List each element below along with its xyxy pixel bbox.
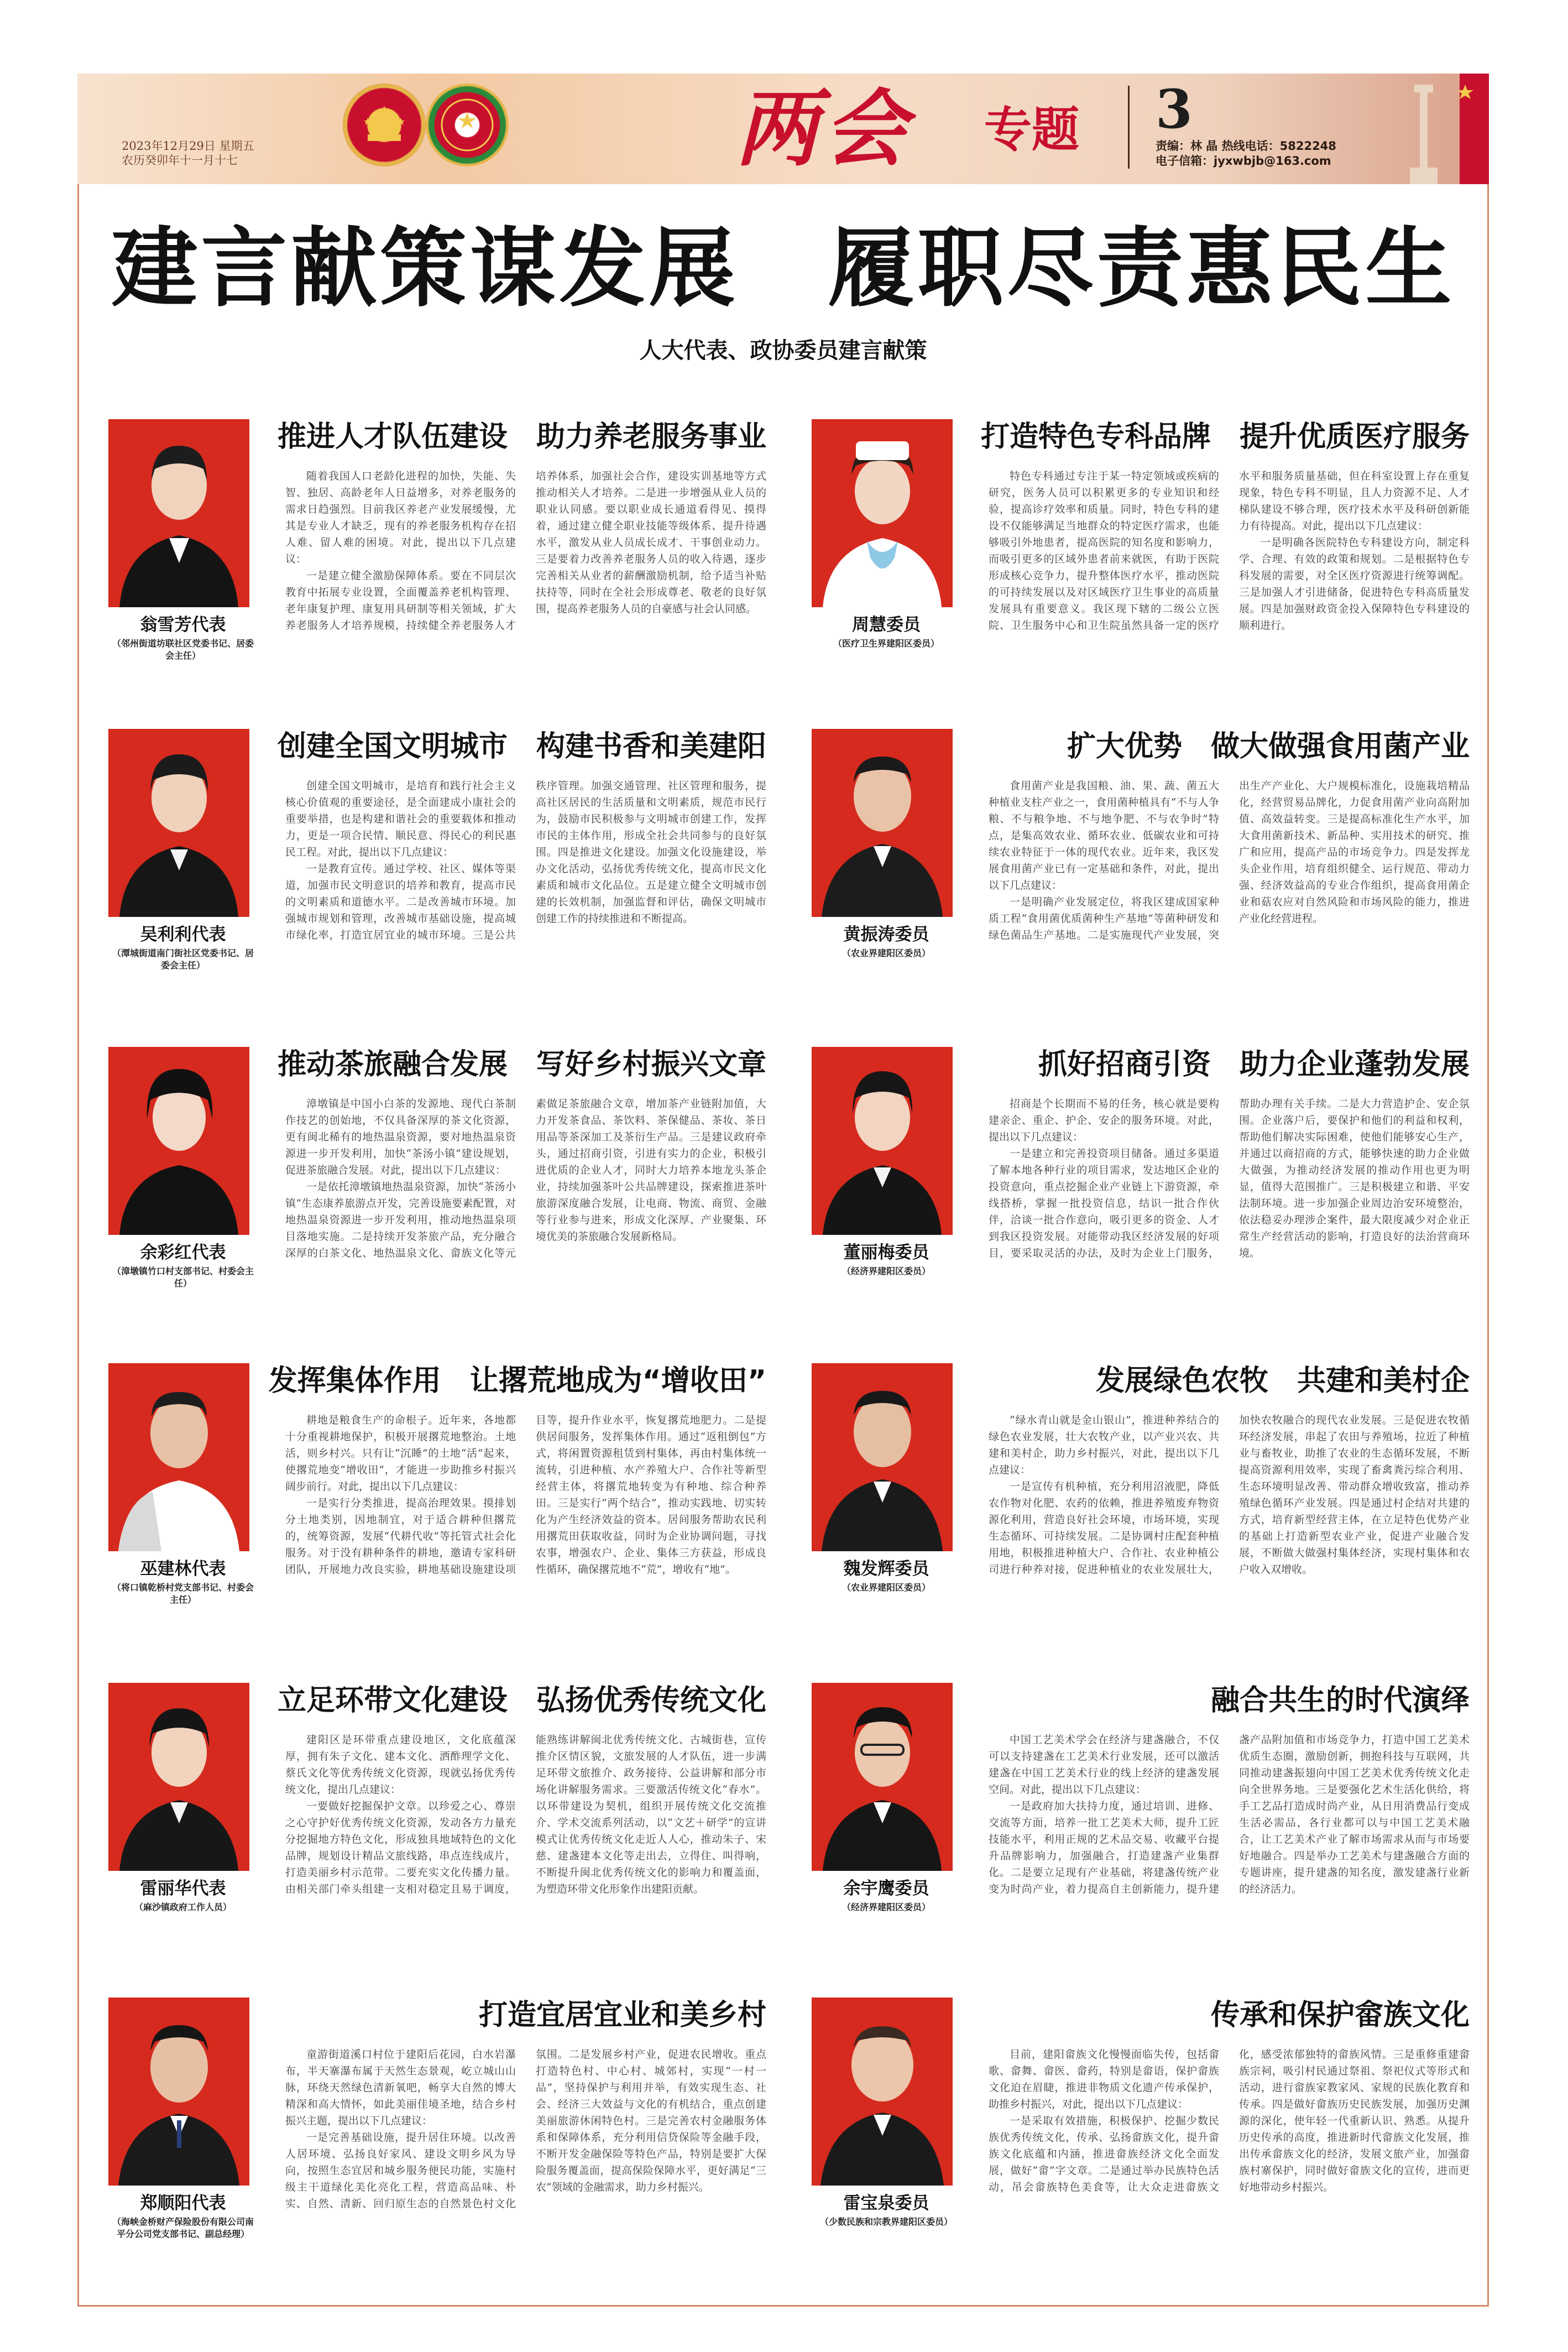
article-craft-integration — [812, 1683, 1470, 1981]
article-title: 融合共生的时代演绎 — [1210, 1684, 1470, 1717]
masthead-divider — [1128, 86, 1130, 169]
portrait-photo — [812, 1683, 953, 1871]
deputy-role: （潭城街道南门街社区党委书记、居委会主任） — [112, 948, 254, 971]
member-role: （医疗卫生界建阳区委员） — [833, 638, 939, 649]
article-paragraph: 一是教育宣传。通过学校、社区、媒体等渠道，加强市民文明意识的培养和教育，提高市民的文明素质和道德水平。二是改善城市环境。加强城市规划和管理，改善城市基础设施，提高城市绿化率，打造宜居宜业的城市环境。三是公共秩序管理。加强交通管理、社区管理和服务，提高社区居民的生活质量和文明素质，规范市民行为，鼓励市民积极参与文明城市创建工作，发挥市民的主体作用，形成全社会共同参与的良好氛围。四是推进文化建设。加强文化设施建设，举办文化活动，弘扬优秀传统文化，提高市民文化素质和城市文化品位。五是建立健全文明城市创建的长效机制，加强监督和评估，确保文明城市创建工作的持续推进和不断提高。 — [285, 780, 766, 941]
deputy-name: 吴利利代表 — [140, 925, 226, 945]
issue-date-line1: 2023年12月29日 星期五 — [122, 139, 254, 153]
article-body — [285, 2046, 766, 2267]
portrait-photo — [108, 1683, 249, 1871]
article-paragraph: 漳墩镇是中国小白茶的发源地、现代白茶制作技艺的创始地，不仅具备深厚的茶文化资源，更有闽北稀有的地热温泉资源，要对地热温泉资源进一步开发利用，加快“茶汤小镇”建设规划，促进茶旅融合发展。对此，提出以下几点建议： — [285, 1098, 516, 1176]
article-paragraph: 童游街道溪口村位于建阳后花园，白水岩瀑布，半天寨瀑布属于天然生态景观，屹立城山山脉，环绕天然绿色清新氧吧，畅享大自然的博大精深和高大情怀，如此美丽佳境圣地，结合乡村振兴主题，提出以下几点建议： — [285, 2048, 516, 2127]
portrait-photo — [108, 1363, 249, 1551]
deputy-role: （邻州街道坊联社区党委书记、居委会主任） — [112, 638, 254, 661]
article-traditional-culture — [108, 1683, 766, 1981]
article-title: 创建全国文明城市 构建书香和美建阳 — [277, 730, 766, 763]
email-line: 电子信箱：jyxwbjb@163.com — [1156, 154, 1331, 168]
article-body — [989, 468, 1470, 689]
portrait-photo — [812, 729, 953, 917]
article-body — [285, 468, 766, 689]
member-name: 周慧委员 — [852, 615, 921, 635]
page-number: 3 — [1156, 78, 1193, 140]
portrait-photo — [812, 1998, 953, 2186]
article-talent-elderly-care — [108, 419, 766, 718]
article-paragraph: 一是完善基础设施，提升居住环境。以改善人居环境、弘扬良好家风、建设文明乡风为导向，按照生态宜居和城乡服务便民功能，实施村级主干道绿化美化亮化工程，营造高品味、朴实、自然、清新、回归原生态的自然景色村文化氛围。二是发展乡村产业，促进农民增收。重点打造特色村、中心村、城郊村，实现“一村一品”，坚持保护与利用并举，有效实现生态、社会、经济三大效益与文化的有机结合，重点创建美丽旅游休闲特色村。三是完善农村金融服务体系和保障体系，充分利用信贷保险等金融手段，不断开发金融保险等特色产品，特别是要扩大保险服务覆盖面，提高保险保障水平，更好满足“三农”领域的金融需求，助力乡村振兴。 — [285, 2048, 766, 2210]
deputy-name: 雷丽华代表 — [140, 1879, 226, 1899]
article-body — [285, 1096, 766, 1317]
deputy-name: 巫建林代表 — [140, 1559, 226, 1579]
article-paragraph: 随着我国人口老龄化进程的加快，失能、失智、独居、高龄老年人日益增多，对养老服务的需求日趋强烈。目前我区养老产业发展缓慢，尤其是专业人才缺乏，现有的养老服务机构存在招人难、留人难的困境。对此，提出以下几点建议： — [285, 470, 516, 565]
right-rule — [1487, 184, 1489, 2307]
deputy-name: 余彩红代表 — [140, 1243, 226, 1263]
member-name: 雷宝泉委员 — [843, 2193, 929, 2213]
red-flags-icon — [1460, 74, 1489, 184]
article-paragraph: 一是明确产业发展定位，将我区建成国家种质工程“食用菌优质菌种生产基地”等菌种研发和绿色菌品生产基地。二是实施现代产业发展，突出生产产业化、大户规模标准化，设施栽培精品化，经营贸易品牌化，力促食用菌产业向高附加值、高效益转变。三是提高标准化生产水平，加大食用菌新技术、新品种、实用技术的研究、推广和应用，提高产品的市场竞争力。四是发挥龙头企业作用，培育组织健全、运行规范、带动力强、经济效益高的专业合作组织，提高食用菌企业和菇农应对自然风险和市场风险的能力，推进产业化经营进程。 — [989, 780, 1470, 941]
article-paragraph: 招商是个长期而不易的任务，核心就是要构建亲企、重企、护企、安企的服务环境。对此，提出以下几点建议： — [989, 1098, 1219, 1143]
article-body — [989, 1412, 1470, 1633]
portrait-photo — [812, 1047, 953, 1235]
article-paragraph: 创建全国文明城市，是培育和践行社会主义核心价值观的重要途径，是全面建成小康社会的重要举措，也是构建和谐社会的重要载体和推动力，更是一项合民情、顺民意、得民心的利民惠民工程。对此，提出以下几点建议： — [285, 780, 516, 858]
member-role: （少数民族和宗教界建阳区委员） — [819, 2217, 953, 2227]
article-paragraph: 目前，建阳畲族文化慢慢面临失传，包括畲歌、畲舞、畲医、畲药，特别是畲语，保护畲族文化迫在眉睫，推进非物质文化遗产传承保护，助推乡村振兴，对此，提出以下几点建议： — [989, 2048, 1219, 2110]
article-paragraph: 特色专科通过专注于某一特定领域或疾病的研究，医务人员可以积累更多的专业知识和经验，提高诊疗效率和质量。同时，特色专科的建设不仅能够满足当地群众的特定医疗需求，也能够吸引外地患者，提高医院的知名度和影响力，而吸引更多的区域外患者前来就医，有助于医院形成核心竞争力，提升整体医疗水平，推动医院的可持续发展以及对区域医疗卫生事业的高质量发展具有重要意义。我区现下辖的二级公立医院、卫生服务中心和卫生院虽然具备一定的医疗水平和服务质量基础，但在科室设置上存在重复现象，特色专科不明显，且人力资源不足、人才梯队建设不够合理，医疗技术水平及科研创新能力有待提高。对此，提出以下几点建议： — [989, 470, 1470, 632]
member-role: （经济界建阳区委员） — [842, 1266, 931, 1276]
article-edible-fungi — [812, 729, 1470, 1028]
left-rule — [77, 184, 79, 2307]
article-title: 抓好招商引资 助力企业蓬勃发展 — [1038, 1048, 1470, 1081]
deputy-name: 翁雪芳代表 — [140, 615, 226, 635]
member-name: 董丽梅委员 — [843, 1243, 929, 1263]
article-title: 发展绿色农牧 共建和美村企 — [1095, 1364, 1470, 1397]
member-role: （经济界建阳区委员） — [842, 1902, 931, 1912]
article-paragraph: 一是采取有效措施，积极保护、挖掘少数民族优秀传统文化，传承、弘扬畲族文化，提升畲族文化底蕴和内涵，推进畲族经济文化全面发展，做好“畲”字文章。二是通过举办民族特色活动，吊会畲族特色美食等，让大众走进畲族文化，感受浓郁独特的畲族风情。三是重修重建畲族宗祠，吸引村民通过祭祖、祭祀仪式等形式和活动，进行畲族家教家风、家规的民族化教育和传承。四是做好畲族历史民族发展，加强历史渊源的深化，使年轻一代重新认识、熟悉。从提升历史传承的高度，推进新时代畲族文化发展，推出传承畲族文化的经济，发展文旅产业，加强畲族村寨保护，同时做好畲族文化的宣传，进而更好地带动乡村振兴。 — [989, 2048, 1470, 2193]
deputy-role: （麻沙镇政府工作人员） — [134, 1902, 232, 1912]
article-paragraph: 耕地是粮食生产的命根子。近年来，各地都十分重视耕地保护，积极开展撂荒地整治。土地活，则乡村兴。只有让“沉睡”的土地“活”起来，使撂荒地变“增收田”，才能进一步助推乡村振兴阔步前行。对此，提出以下几点建议： — [285, 1414, 516, 1493]
article-title: 推进人才队伍建设 助力养老服务事业 — [277, 420, 766, 453]
deputy-name: 郑顺阳代表 — [140, 2193, 226, 2213]
portrait-photo — [108, 1998, 249, 2186]
deputy-role: （漳墩镇竹口村支部书记、村委会主任） — [112, 1266, 254, 1289]
portrait-photo — [108, 419, 249, 607]
member-role: （农业界建阳区委员） — [842, 948, 931, 958]
portrait-photo — [812, 419, 953, 607]
article-paragraph: 一是政府加大扶持力度，通过培训、进修、交流等方面，培养一批工艺美术大师，提升工匠技能水平，利用正规的艺术品交易、收藏平台提升品牌影响力，加强融合，打造建盏产业集群化。二是要立足现有产业基础，将建盏传统产业变为时尚产业，着力提高自主创新能力，提升建盏产品附加值和市场竞争力，打造中国工艺美术优质生态圈，激励创新，拥抱科技与互联网，共同推动建盏振翅向中国工艺美术优秀传统文化走向全世界务地。三是要强化艺术生活化供给，将手工艺品打造成时尚产业，从日用消费品行变成生活必需品，各行业都可以与中国工艺美术融合，让工艺美术产业了解市场需求从而与市场要好地融合。四是举办工艺美术与建盏融合方面的专题讲座，提升建盏的知名度，激发建盏行业新的经济活力。 — [989, 1734, 1470, 1895]
deputy-role: （海峡金桥财产保险股份有限公司南平分公司党支部书记、副总经理） — [112, 2217, 254, 2239]
article-paragraph: 一是实行分类推进，提高治理效果。摸排划分土地类别，因地制宜，对于适合耕种但撂荒的，统筹资源，发展“代耕代收”等托管式社会化服务。对于没有耕种条件的耕地，邀请专家科研团队，开展地力改良实验，耕地基础设施建设项目等，提升作业水平，恢复撂荒地肥力。二是提供居间服务，发挥集体作用。通过“返租倒包”方式，将闲置资源租赁到村集体，再由村集体统一流转，引进种植、水产养殖大户、合作社等新型经营主体，将撂荒地转变为有种地、综合种养田。三是实行“两个结合”，推动实践地、切实转化为产生经济效益的资本。居间服务帮助农民利用撂荒田获取收益，同时为企业协调问题，寻找农事，增强农户、企业、集体三方获益，形成良性循环，确保撂荒地不“荒”，增收有“地”。 — [285, 1414, 766, 1576]
article-title: 发挥集体作用 让撂荒地成为“增收田” — [268, 1364, 766, 1397]
article-civilized-city — [108, 729, 766, 1028]
editor-info — [1156, 139, 1336, 169]
article-paragraph: 食用菌产业是我国粮、油、果、蔬、菌五大种植业支柱产业之一，食用菌种植具有“不与人争粮、不与粮争地、不与地争肥、不与农争时”特点，是集高效农业、循环农业、低碳农业和可持续农业特征于一体的现代农业。近年来，我区发展食用菌产业已有一定基础和条件，对此，提出以下几点建议： — [989, 780, 1219, 891]
article-body — [285, 1732, 766, 1953]
portrait-photo — [812, 1363, 953, 1551]
article-paragraph: 建阳区是环带重点建设地区，文化底蕴深厚，拥有朱子文化、建本文化、洒酢理学文化、蔡氏文化等优秀传统文化资源，现就弘扬优秀传统文化，提出几点建议： — [285, 1734, 516, 1796]
masthead — [77, 74, 1489, 184]
article-title: 传承和保护畲族文化 — [1210, 1999, 1470, 2032]
article-title: 立足环带文化建设 弘扬优秀传统文化 — [277, 1684, 766, 1717]
section-suffix: 专题 — [984, 102, 1079, 158]
article-body — [285, 1412, 766, 1633]
article-abandoned-farmland — [108, 1363, 766, 1662]
article-paragraph: 一是明确各医院特色专科建设方向，制定科学、合理、有效的政策和规划。二是根据特色专科发展的需要，对全区医疗资源进行统筹调配。三是加强人才引进储备，促进特色专科高质量发展。四是加强财政资金投入保障特色专科建设的顺利进行。 — [1239, 536, 1470, 632]
article-paragraph: “绿水青山就是金山银山”，推进种养结合的绿色农业发展，壮大农牧产业，以产业兴农、共建和美村企，助力乡村振兴，对此，提出以下几点建议： — [989, 1414, 1219, 1476]
issue-date-line2: 农历癸卯年十一月十七 — [122, 154, 238, 167]
issue-date — [122, 139, 254, 168]
article-paragraph: 中国工艺美术学会在经济与建盏融合，不仅可以支持建盏在工艺美术行业发展，还可以激活建盏在中国工艺美术行业的线上经济的建盏发展空间。对此，提出以下几点建议： — [989, 1734, 1219, 1796]
member-name: 余宇鹰委员 — [843, 1879, 929, 1899]
article-green-agriculture — [812, 1363, 1470, 1662]
article-she-culture — [812, 1998, 1470, 2296]
article-tea-tourism — [108, 1047, 766, 1346]
article-body — [989, 778, 1470, 999]
article-paragraph: 一是宣传有机种植，充分利用沼液肥，降低农作物对化肥、农药的依赖，推进养殖废弃物资源化利用，营造良好社会环境，市场环境，实现生态循环、可持续发展。二是协调村庄配套种植用地，积极推进种植大户、合作社、农业种植公司进行种养对接，促进种植业的农业发展壮大，加快农牧融合的现代农业发展。三是促进农牧循环经济发展，串起了农田与养殖场，拉近了种植业与畜牧业，助推了农业的生态循环发展，不断提高资源利用效率，实现了畜禽粪污综合利用、生态环境明显改善、带动群众增收致富，推动养殖绿色循环产业发展。四是通过村企结对共建的方式，培育新型经营主体，在立足特色优势产业的基础上打造新型农业产业，促进产业融合发展，不断做大做强村集体经济，实现村集体和农户收入双增收。 — [989, 1414, 1470, 1576]
article-title: 打造特色专科品牌 提升优质医疗服务 — [980, 420, 1470, 453]
member-role: （农业界建阳区委员） — [842, 1582, 931, 1593]
article-title: 打造宜居宜业和美乡村 — [478, 1999, 766, 2032]
article-body — [989, 1096, 1470, 1317]
deputy-role: （将口镇乾桥村党支部书记、村委会主任） — [112, 1582, 254, 1605]
section-title: 两会 — [735, 80, 913, 178]
article-paragraph: 一是建立和完善投资项目储备。通过多渠道了解本地各种行业的项目需求，发达地区企业的投资意向，重点挖掘企业产业链上下游资源，牵线搭桥，掌握一批投资信息，结识一批合作伙伴，洽谈一批合作意向，吸引更多的资金、人才到我区投资发展。对能带动我区经济发展的好项目，要采取灵活的办法，及时为企业上门服务，帮助办理有关手续。二是大力营造护企、安企氛围。企业落户后，要保护和他们的利益和权利，帮助他们解决实际困难，使他们能够安心生产，并通过以商招商的方式，能够快速的助力企业做大做强，为推动经济发展的推动作用也更为明显，值得大范围推广。三是积极建立和谐、平安法制环境。进一步加强企业周边治安环境整治，依法稳妥办理涉企案件，最大限度减少对企业正常生产经营活动的影响，打造良好的法治营商环境。 — [989, 1098, 1470, 1259]
article-livable-village — [108, 1998, 766, 2296]
member-name: 黄振涛委员 — [843, 925, 929, 945]
article-paragraph: 一是依托漳墩镇地热温泉资源，加快“茶汤小镇”生态康养旅游点开发，完善设施要素配置，对地热温泉资源进一步开发利用，推动地热温泉项目落地实施。二是持续开发茶旅产品，充分融合深厚的白茶文化、地热温泉文化、畲族文化等元素做足茶旅融合文章，增加茶产业链附加值，大力开发茶食品、茶饮料、茶保健品、茶妆、茶日用品等茶深加工及茶衍生产品。三是建议政府牵头，通过招商引资，引进有实力的企业，积极引进优质的企业人才，同时大力培养本地龙头茶企业，持续加强茶叶公共品牌建设，探索推进茶叶旅游深度融合发展，让电商、物流、商贸、金融等行业参与进来，形成文化深厚、产业聚集、环境优美的茶旅融合发展新格局。 — [285, 1098, 766, 1259]
article-body — [285, 778, 766, 999]
article-body — [989, 2046, 1470, 2267]
member-name: 魏发辉委员 — [843, 1559, 929, 1579]
article-paragraph: 一是建立健全激励保障体系。要在不同层次教育中拓展专业设置，全面覆盖养老机构管理、老年康复护理、康复用具研制等相关领域，扩大养老服务人才培养规模，持续健全养老服务人才培养体系，加强社会合作，建设实训基地等方式推动相关人才培养。二是进一步增强从业人员的职业认同感。要以职业成长通道看得见、摸得着，通过建立健全职业技能等级体系、提升待遇水平，激发从业人员成长成才、干事创业动力。三是要着力改善养老服务人员的收入待遇，逐步完善相关从业者的薪酬激励机制，给予适当补贴扶持等，同时在全社会形成尊老、敬老的良好氛围，提高养老服务人员的自豪感与社会认同感。 — [285, 470, 766, 632]
national-emblem-icon — [343, 84, 426, 166]
article-specialty-medical — [812, 419, 1470, 718]
cppcc-emblem-icon — [426, 84, 509, 166]
page-headline: 建言献策谋发展 履职尽责惠民生 — [111, 218, 1455, 319]
portrait-photo — [108, 729, 249, 917]
portrait-photo — [108, 1047, 249, 1235]
article-paragraph: 一要做好挖掘保护文章。以珍爱之心、尊崇之心守护好优秀传统文化资源，发动各方力量充分挖掘地方特色文化，形成独具地域特色的文化品牌，规划设计精品文旅线路，串点连线成片，打造美丽乡村示范带。二要充实文化传播力量。由相关部门牵头组建一支相对稳定且易于调度，能熟练讲解闽北优秀传统文化、古城街巷，宣传推介区情区貌，文旅发展的人才队伍，进一步满足环带文旅推介、政务接待、公益讲解和部分市场化讲解服务需求。三要激活传统文化“春水”。以环带建设为契机，组织开展传统文化交流推介、学术交流系列活动，以“文艺＋研学”的宣讲模式让优秀传统文化走近人人心，推动朱子、宋慈、建盏建本文化等走出去，立得住、叫得响，不断提升闽北优秀传统文化的影响力和覆盖面，为塑造环带文化形象作出建阳贡献。 — [285, 1734, 766, 1895]
article-title: 扩大优势 做大做强食用菌产业 — [1067, 730, 1470, 763]
article-body — [989, 1732, 1470, 1953]
page-subheadline: 人大代表、政协委员建言献策 — [639, 337, 927, 363]
bottom-rule — [77, 2305, 1489, 2307]
editor-line: 责编：林 晶 热线电话：5822248 — [1156, 139, 1336, 153]
article-investment-attraction — [812, 1047, 1470, 1346]
article-title: 推动茶旅融合发展 写好乡村振兴文章 — [277, 1048, 766, 1081]
monument-icon — [1399, 74, 1449, 184]
